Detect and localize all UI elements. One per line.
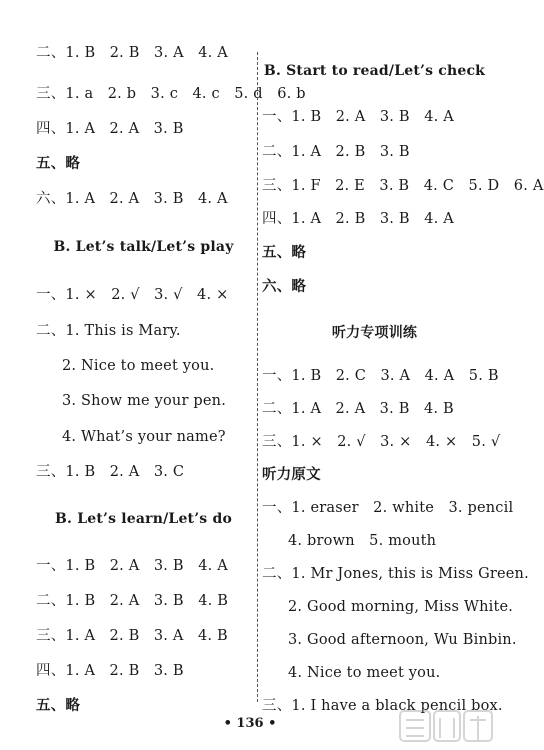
left-answer-line-4: 五、略 <box>36 155 81 172</box>
section-heading-lets-talk: B. Let’s talk/Let’s play <box>53 239 234 255</box>
left-answer-line-1: 二、1. B 2. B 3. A 4. A <box>36 45 228 61</box>
right-answer-line-4: 四、1. A 2. B 3. B 4. A <box>262 211 454 227</box>
right-answer-line-3: 三、1. F 2. E 3. B 4. C 5. D 6. A <box>262 178 544 194</box>
right-answer-line-6: 六、略 <box>262 278 307 295</box>
right-answer-line-14: 3. Good afternoon, Wu Binbin. <box>288 632 517 648</box>
left-answer-line-8: 2. Nice to meet you. <box>62 358 215 374</box>
column-divider <box>257 52 258 702</box>
left-answer-line-13: 二、1. B 2. A 3. B 4. B <box>36 593 229 609</box>
page-number: • 136 • <box>223 716 277 731</box>
right-answer-line-9: 三、1. × 2. √ 3. × 4. × 5. √ <box>262 434 501 450</box>
right-answer-line-12: 二、1. Mr Jones, this is Miss Green. <box>262 566 529 582</box>
right-answer-line-10: 一、1. eraser 2. white 3. pencil <box>262 500 514 516</box>
section-heading-lets-learn: B. Let’s learn/Let’s do <box>55 511 232 527</box>
section-heading-start-to-read: B. Start to read/Let’s check <box>263 63 486 79</box>
right-answer-line-13: 2. Good morning, Miss White. <box>288 599 514 615</box>
left-answer-line-10: 4. What’s your name? <box>62 429 226 445</box>
left-answer-line-2: 三、1. a 2. b 3. c 4. c 5. d 6. b <box>36 86 306 102</box>
left-answer-line-14: 三、1. A 2. B 3. A 4. B <box>36 628 228 644</box>
right-answer-line-15: 4. Nice to meet you. <box>288 665 441 681</box>
section-heading-listening-training: 听力专项训练 <box>331 325 418 341</box>
left-answer-line-5: 六、1. A 2. A 3. B 4. A <box>36 191 228 207</box>
left-answer-line-9: 3. Show me your pen. <box>62 393 227 409</box>
watermark-logo-icon <box>398 708 494 746</box>
left-answer-line-6: 一、1. × 2. √ 3. √ 4. × <box>36 287 229 303</box>
left-answer-line-12: 一、1. B 2. A 3. B 4. A <box>36 558 228 574</box>
right-answer-line-5: 五、略 <box>262 244 307 261</box>
right-answer-line-16: 三、1. I have a black pencil box. <box>262 698 503 714</box>
left-answer-line-15: 四、1. A 2. B 3. B <box>36 663 184 679</box>
section-heading-listening-script: 听力原文 <box>262 466 321 483</box>
left-answer-line-7: 二、1. This is Mary. <box>36 323 181 339</box>
right-answer-line-1: 一、1. B 2. A 3. B 4. A <box>262 109 454 125</box>
right-answer-line-2: 二、1. A 2. B 3. B <box>262 144 410 160</box>
left-answer-line-3: 四、1. A 2. A 3. B <box>36 121 184 137</box>
right-answer-line-11: 4. brown 5. mouth <box>288 533 437 549</box>
left-answer-line-16: 五、略 <box>36 697 81 714</box>
right-answer-line-8: 二、1. A 2. A 3. B 4. B <box>262 401 454 417</box>
left-answer-line-11: 三、1. B 2. A 3. C <box>36 464 185 480</box>
right-answer-line-7: 一、1. B 2. C 3. A 4. A 5. B <box>262 368 499 384</box>
